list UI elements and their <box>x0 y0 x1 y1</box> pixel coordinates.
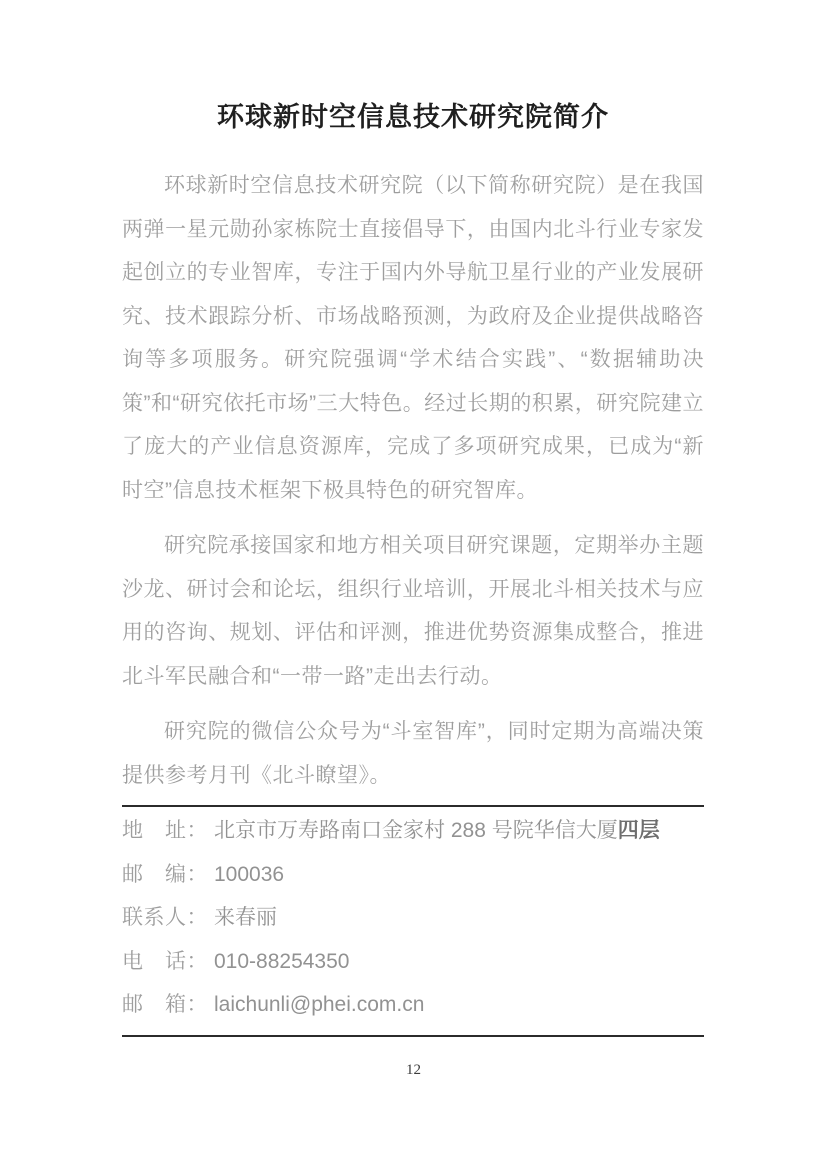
contact-row-contact-person <box>122 896 704 940</box>
address-value: 北京市万寿路南口金家村 288 号院华信大厦 <box>214 819 618 842</box>
page-content <box>122 0 704 1037</box>
body-paragraph-3: 研究院的微信公众号为“斗室智库”，同时定期为高端决策提供参考月刊《北斗瞭望》。 <box>122 720 704 787</box>
phone-value: 010-88254350 <box>214 949 350 973</box>
phone-label: 电 话： <box>122 949 208 973</box>
postcode-value: 100036 <box>214 862 285 886</box>
contact-block <box>122 809 704 1027</box>
email-label: 邮 箱： <box>122 993 208 1016</box>
body-paragraph-1: 环球新时空信息技术研究院（以下简称研究院）是在我国两弹一星元勋孙家栋院士直接倡导下，由国内北斗行业专家发起创立的专业智库，专注于国内外导航卫星行业的产业发展研究、技术跟踪分析、市场战略预测，为政府及企业提供战略咨询等多项服务。研究院强调“学术结合实践”、“数据辅助决策”和“研究依托市场”三大特色。经过长期的积累，研究院建立了庞大的产业信息资源库，完成了多项研究成果，已成为“新时空”信息技术框架下极具特色的研究智库。 <box>122 174 704 502</box>
contact-divider-bottom <box>122 1035 704 1037</box>
address-label: 地 址： <box>122 819 208 842</box>
postcode-label: 邮 编： <box>122 862 208 886</box>
email-value: laichunli@phei.com.cn <box>214 993 425 1016</box>
body-paragraph-2: 研究院承接国家和地方相关项目研究课题，定期举办主题沙龙、研讨会和论坛，组织行业培训，开展北斗相关技术与应用的咨询、规划、评估和评测，推进优势资源集成整合，推进北斗军民融合和“一带一路”走出去行动。 <box>122 534 704 688</box>
page-title: 环球新时空信息技术研究院简介 <box>217 102 609 132</box>
contact-person-value: 来春丽 <box>214 906 277 929</box>
contact-person-label: 联系人： <box>122 906 208 929</box>
address-floor-value: 四层 <box>617 819 660 842</box>
contact-row-phone <box>122 940 704 984</box>
contact-row-email <box>122 983 704 1027</box>
page-number: 12 <box>406 1062 421 1078</box>
contact-row-postcode <box>122 853 704 897</box>
contact-divider-top <box>122 805 704 807</box>
contact-row-address <box>122 809 704 853</box>
